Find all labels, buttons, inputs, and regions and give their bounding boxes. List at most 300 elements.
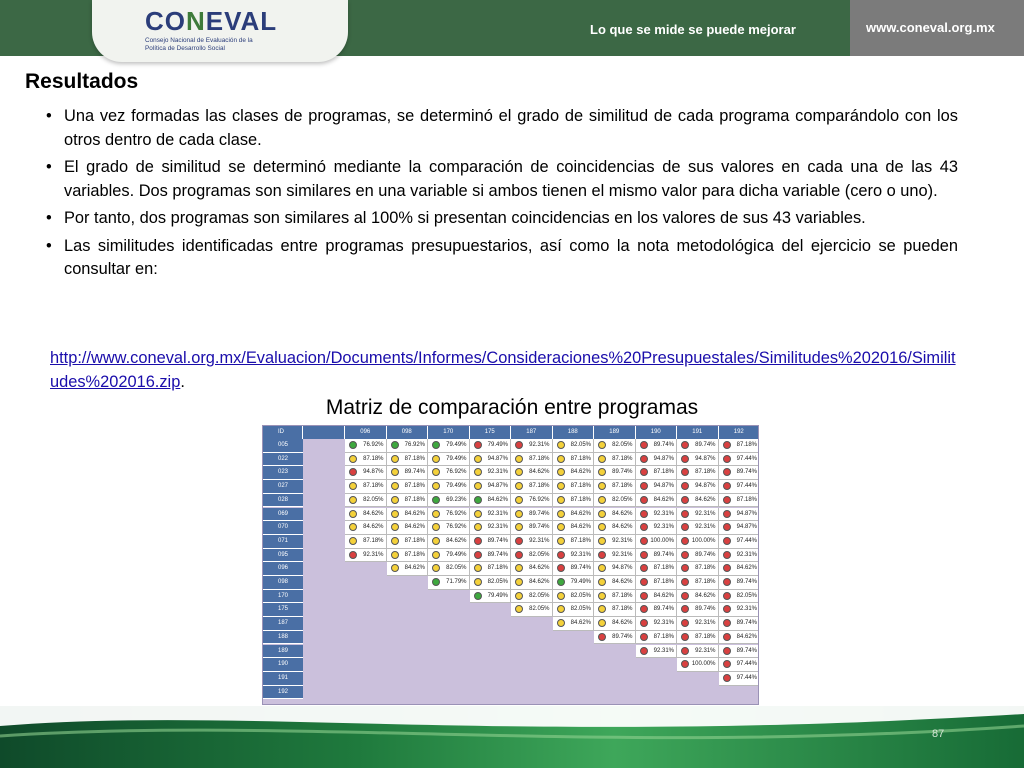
matrix-row-header: 175: [263, 603, 303, 617]
matrix-cell: [719, 466, 760, 480]
matrix-row-header: 187: [263, 617, 303, 631]
status-dot-icon: [432, 510, 440, 518]
matrix-cell: [345, 439, 387, 453]
matrix-cell: [677, 508, 719, 522]
logo-text-c: EVAL: [205, 6, 278, 36]
status-dot-icon: [640, 605, 648, 613]
status-dot-icon: [640, 482, 648, 490]
matrix-cell-value: 84.62%: [695, 592, 716, 599]
matrix-cell-value: 87.18%: [612, 606, 633, 613]
status-dot-icon: [723, 468, 731, 476]
status-dot-icon: [598, 605, 606, 613]
status-dot-icon: [474, 496, 482, 504]
status-dot-icon: [474, 592, 482, 600]
matrix-cell-value: 87.18%: [363, 455, 384, 462]
status-dot-icon: [349, 523, 357, 531]
matrix-cell-value: 94.87%: [695, 455, 716, 462]
matrix-cell-value: 76.92%: [446, 469, 467, 476]
status-dot-icon: [515, 482, 523, 490]
matrix-cell: [594, 562, 636, 576]
matrix-cell-value: 92.31%: [487, 469, 508, 476]
tagline: Lo que se mide se puede mejorar: [590, 22, 796, 37]
matrix-row-header: 005: [263, 439, 303, 453]
matrix-cell-value: 82.05%: [487, 579, 508, 585]
matrix-cell: [428, 508, 470, 522]
matrix-cell: [511, 508, 553, 522]
matrix-cell: [594, 466, 636, 480]
matrix-cell-value: 82.05%: [736, 592, 757, 599]
section-title: Resultados: [25, 70, 139, 93]
matrix-cell-value: 87.18%: [404, 483, 425, 490]
matrix-cell: [636, 466, 678, 480]
matrix-cell: [636, 521, 678, 535]
matrix-cell: [636, 494, 678, 508]
matrix-cell: [553, 480, 595, 494]
matrix-cell: [636, 617, 678, 631]
matrix-cell-value: 87.18%: [404, 496, 425, 503]
matrix-cell: [719, 439, 760, 453]
matrix-cell-value: 92.31%: [653, 620, 674, 627]
matrix-cell: [511, 453, 553, 467]
link-suffix: .: [180, 373, 185, 391]
matrix-cell: [387, 494, 429, 508]
status-dot-icon: [723, 605, 731, 613]
matrix-cell-value: 84.62%: [529, 565, 550, 572]
matrix-cell: [553, 603, 595, 617]
status-dot-icon: [723, 523, 731, 531]
matrix-cell: [345, 480, 387, 494]
matrix-cell-value: 84.62%: [695, 496, 716, 503]
matrix-cell-value: 89.74%: [612, 469, 633, 476]
matrix-row-header: 095: [263, 549, 303, 563]
matrix-cell: [345, 508, 387, 522]
status-dot-icon: [723, 592, 731, 600]
matrix-cell-value: 87.18%: [570, 455, 591, 462]
matrix-cell: [511, 549, 553, 563]
status-dot-icon: [723, 496, 731, 504]
matrix-cell: [636, 590, 678, 604]
matrix-cell: [594, 603, 636, 617]
matrix-cell: [677, 466, 719, 480]
status-dot-icon: [681, 455, 689, 463]
status-dot-icon: [515, 441, 523, 449]
status-dot-icon: [723, 619, 731, 627]
status-dot-icon: [432, 523, 440, 531]
status-dot-icon: [598, 510, 606, 518]
matrix-cell: [594, 494, 636, 508]
status-dot-icon: [598, 619, 606, 627]
status-dot-icon: [391, 551, 399, 559]
matrix-cell: [636, 631, 678, 645]
status-dot-icon: [598, 496, 606, 504]
matrix-cell-value: 87.18%: [612, 455, 633, 462]
status-dot-icon: [723, 564, 731, 572]
matrix-cell-value: 89.74%: [404, 469, 425, 476]
status-dot-icon: [681, 647, 689, 655]
status-dot-icon: [391, 482, 399, 490]
matrix-cell-value: 97.44%: [736, 483, 757, 490]
similitudes-link[interactable]: http://www.coneval.org.mx/Evaluacion/Documents/Informes/Consideraciones%20Presupuestales/Similitudes%202016/Similitudes%202016.zip: [50, 349, 956, 391]
matrix-cell-value: 84.62%: [570, 524, 591, 531]
status-dot-icon: [557, 468, 565, 476]
matrix-cell: [511, 521, 553, 535]
status-dot-icon: [598, 564, 606, 572]
status-dot-icon: [349, 551, 357, 559]
status-dot-icon: [681, 468, 689, 476]
matrix-header-blank: [303, 426, 345, 439]
status-dot-icon: [557, 578, 565, 586]
matrix-cell: [636, 576, 678, 590]
matrix-cell-value: 92.31%: [612, 537, 633, 544]
website-label: www.coneval.org.mx: [866, 20, 995, 35]
matrix-cell: [470, 521, 512, 535]
status-dot-icon: [640, 468, 648, 476]
matrix-cell: [428, 535, 470, 549]
matrix-row-header: 096: [263, 562, 303, 576]
matrix-cell: [594, 631, 636, 645]
matrix-cell-value: 87.18%: [653, 469, 674, 476]
matrix-cell: [719, 480, 760, 494]
matrix-row-header: 170: [263, 590, 303, 604]
matrix-cell-value: 79.49%: [446, 455, 467, 462]
status-dot-icon: [681, 592, 689, 600]
matrix-cell: [387, 535, 429, 549]
status-dot-icon: [515, 578, 523, 586]
status-dot-icon: [681, 633, 689, 641]
matrix-cell: [677, 576, 719, 590]
matrix-column-header: 098: [387, 426, 429, 439]
matrix-cell-value: 84.62%: [363, 524, 384, 531]
matrix-cell-value: 89.74%: [653, 606, 674, 613]
status-dot-icon: [723, 647, 731, 655]
matrix-cell-value: 89.74%: [695, 442, 716, 448]
matrix-cell: [428, 576, 470, 590]
bullet-item: • Por tanto, dos programas son similares al 100% si presentan coincidencias en los valores de sus 43 variables.: [46, 207, 958, 231]
matrix-cell-value: 79.49%: [446, 442, 467, 448]
status-dot-icon: [557, 551, 565, 559]
matrix-cell-value: 87.18%: [570, 496, 591, 503]
matrix-cell-value: 82.05%: [570, 606, 591, 613]
status-dot-icon: [391, 496, 399, 504]
matrix-cell: [470, 480, 512, 494]
status-dot-icon: [515, 605, 523, 613]
status-dot-icon: [515, 551, 523, 559]
status-dot-icon: [640, 619, 648, 627]
matrix-cell-value: 87.18%: [653, 579, 674, 585]
matrix-cell: [553, 466, 595, 480]
matrix-cell: [594, 439, 636, 453]
matrix-cell-value: 87.18%: [529, 483, 550, 490]
status-dot-icon: [681, 496, 689, 504]
matrix-cell-value: 92.31%: [612, 551, 633, 558]
matrix-cell: [594, 508, 636, 522]
status-dot-icon: [391, 564, 399, 572]
status-dot-icon: [681, 510, 689, 518]
matrix-cell: [387, 521, 429, 535]
status-dot-icon: [474, 578, 482, 586]
matrix-cell-value: 87.18%: [570, 483, 591, 490]
matrix-cell-value: 94.87%: [653, 455, 674, 462]
matrix-cell-value: 92.31%: [363, 551, 384, 558]
matrix-cell: [719, 453, 760, 467]
matrix-cell-value: 87.18%: [612, 592, 633, 599]
matrix-cell-value: 87.18%: [736, 442, 757, 448]
status-dot-icon: [349, 482, 357, 490]
matrix-cell-value: 84.62%: [570, 469, 591, 476]
matrix-cell: [387, 508, 429, 522]
status-dot-icon: [474, 441, 482, 449]
matrix-cell-value: 82.05%: [612, 442, 633, 448]
matrix-cell: [719, 494, 760, 508]
status-dot-icon: [432, 578, 440, 586]
matrix-cell: [470, 535, 512, 549]
link-paragraph: [50, 346, 958, 394]
matrix-cell: [719, 562, 760, 576]
matrix-cell: [677, 453, 719, 467]
matrix-cell: [719, 521, 760, 535]
matrix-cell-value: 84.62%: [653, 592, 674, 599]
matrix-cell: [677, 617, 719, 631]
matrix-cell-value: 92.31%: [736, 551, 757, 558]
matrix-cell-value: 82.05%: [529, 592, 550, 599]
status-dot-icon: [432, 455, 440, 463]
matrix-cell: [345, 466, 387, 480]
matrix-cell: [677, 562, 719, 576]
matrix-cell: [553, 535, 595, 549]
matrix-cell-value: 87.18%: [612, 483, 633, 490]
status-dot-icon: [681, 523, 689, 531]
matrix-cell: [719, 549, 760, 563]
matrix-row-header: 023: [263, 466, 303, 480]
matrix-cell: [511, 480, 553, 494]
status-dot-icon: [557, 592, 565, 600]
status-dot-icon: [474, 564, 482, 572]
matrix-cell: [677, 549, 719, 563]
matrix-cell: [428, 562, 470, 576]
matrix-cell-value: 94.87%: [363, 469, 384, 476]
matrix-cell-value: 79.49%: [446, 551, 467, 558]
matrix-cell-value: 82.05%: [363, 496, 384, 503]
matrix-cell-value: 92.31%: [653, 524, 674, 531]
matrix-cell: [636, 603, 678, 617]
status-dot-icon: [474, 455, 482, 463]
matrix-cell-value: 89.74%: [570, 565, 591, 572]
status-dot-icon: [349, 510, 357, 518]
status-dot-icon: [640, 592, 648, 600]
matrix-cell: [470, 494, 512, 508]
status-dot-icon: [557, 455, 565, 463]
status-dot-icon: [515, 564, 523, 572]
matrix-cell-value: 84.62%: [446, 537, 467, 544]
logo-text-b: N: [186, 6, 206, 36]
status-dot-icon: [515, 468, 523, 476]
matrix-cell-value: 89.74%: [695, 606, 716, 613]
status-dot-icon: [432, 551, 440, 559]
status-dot-icon: [640, 578, 648, 586]
matrix-cell-value: 76.92%: [446, 524, 467, 531]
status-dot-icon: [349, 468, 357, 476]
matrix-cell-value: 97.44%: [736, 455, 757, 462]
matrix-cell: [345, 521, 387, 535]
status-dot-icon: [349, 537, 357, 545]
status-dot-icon: [640, 496, 648, 504]
matrix-row-header: 022: [263, 453, 303, 467]
status-dot-icon: [557, 510, 565, 518]
status-dot-icon: [515, 537, 523, 545]
matrix-row-header: 191: [263, 672, 303, 686]
matrix-cell: [553, 521, 595, 535]
matrix-cell: [677, 494, 719, 508]
status-dot-icon: [557, 482, 565, 490]
matrix-cell-value: 84.62%: [404, 565, 425, 572]
status-dot-icon: [640, 551, 648, 559]
matrix-cell-value: 89.74%: [653, 551, 674, 558]
matrix-cell: [677, 590, 719, 604]
status-dot-icon: [723, 674, 731, 682]
matrix-cell-value: 84.62%: [570, 620, 591, 627]
status-dot-icon: [723, 660, 731, 668]
matrix-cell: [470, 549, 512, 563]
status-dot-icon: [432, 564, 440, 572]
matrix-cell: [594, 549, 636, 563]
matrix-cell-value: 82.05%: [446, 565, 467, 572]
status-dot-icon: [640, 455, 648, 463]
matrix-cell-value: 87.18%: [695, 565, 716, 572]
status-dot-icon: [391, 510, 399, 518]
matrix-cell-value: 94.87%: [695, 483, 716, 490]
matrix-cell-value: 89.74%: [736, 647, 757, 654]
matrix-row-header: 098: [263, 576, 303, 590]
status-dot-icon: [391, 468, 399, 476]
status-dot-icon: [349, 441, 357, 449]
status-dot-icon: [723, 551, 731, 559]
matrix-cell: [511, 562, 553, 576]
status-dot-icon: [681, 537, 689, 545]
matrix-cell-value: 84.62%: [653, 496, 674, 503]
matrix-column-header: 175: [470, 426, 512, 439]
matrix-cell-value: 84.62%: [570, 510, 591, 517]
matrix-cell-value: 69.23%: [446, 496, 467, 503]
matrix-cell: [553, 453, 595, 467]
matrix-cell-value: 94.87%: [736, 524, 757, 531]
matrix-cell-value: 97.44%: [736, 537, 757, 544]
matrix-cell-value: 92.31%: [529, 537, 550, 544]
matrix-cell-value: 87.18%: [529, 455, 550, 462]
matrix-cell: [636, 645, 678, 659]
matrix-cell-value: 89.74%: [695, 551, 716, 558]
matrix-cell: [636, 549, 678, 563]
matrix-cell: [470, 453, 512, 467]
matrix-cell-value: 87.18%: [736, 496, 757, 503]
matrix-cell: [594, 535, 636, 549]
matrix-cell-value: 84.62%: [612, 579, 633, 585]
matrix-cell-value: 87.18%: [570, 537, 591, 544]
matrix-cell: [636, 562, 678, 576]
matrix-cell: [428, 521, 470, 535]
matrix-cell-value: 89.74%: [736, 469, 757, 476]
matrix-corner-label: ID: [263, 426, 303, 439]
matrix-cell-value: 84.62%: [404, 510, 425, 517]
matrix-cell: [677, 439, 719, 453]
status-dot-icon: [681, 660, 689, 668]
status-dot-icon: [598, 468, 606, 476]
matrix-cell-value: 82.05%: [529, 551, 550, 558]
matrix-cell-value: 87.18%: [695, 633, 716, 640]
matrix-row-header: 190: [263, 658, 303, 672]
status-dot-icon: [432, 441, 440, 449]
matrix-cell-value: 100.00%: [691, 661, 716, 668]
matrix-cell: [594, 576, 636, 590]
matrix-cell-value: 84.62%: [363, 510, 384, 517]
matrix-row-header: 070: [263, 521, 303, 535]
matrix-cell-value: 92.31%: [695, 620, 716, 627]
matrix-cell: [511, 466, 553, 480]
footer-swoosh: [0, 706, 1024, 768]
matrix-cell-value: 87.18%: [653, 633, 674, 640]
matrix-column-header: 096: [345, 426, 387, 439]
matrix-cell: [636, 508, 678, 522]
status-dot-icon: [640, 537, 648, 545]
status-dot-icon: [598, 633, 606, 641]
matrix-cell: [387, 466, 429, 480]
bullet-item: • Las similitudes identificadas entre programas presupuestarios, así como la nota metodológica del ejercicio se pueden consultar en:: [46, 235, 958, 282]
status-dot-icon: [598, 578, 606, 586]
status-dot-icon: [515, 510, 523, 518]
matrix-row-header: 188: [263, 631, 303, 645]
status-dot-icon: [432, 482, 440, 490]
matrix-cell: [719, 645, 760, 659]
matrix-cell: [677, 521, 719, 535]
matrix-cell-value: 94.87%: [612, 565, 633, 572]
matrix-cell-value: 89.74%: [736, 579, 757, 585]
matrix-row-header: 027: [263, 480, 303, 494]
status-dot-icon: [515, 592, 523, 600]
status-dot-icon: [598, 455, 606, 463]
matrix-cell: [511, 576, 553, 590]
coneval-logo[interactable]: [145, 6, 277, 37]
matrix-cell-value: 82.05%: [570, 592, 591, 599]
status-dot-icon: [723, 510, 731, 518]
status-dot-icon: [515, 496, 523, 504]
matrix-cell: [553, 549, 595, 563]
comparison-matrix: [262, 425, 759, 705]
matrix-cell: [719, 508, 760, 522]
matrix-cell: [511, 535, 553, 549]
matrix-cell-value: 71.79%: [446, 579, 467, 585]
matrix-cell: [428, 480, 470, 494]
matrix-cell-value: 87.18%: [653, 565, 674, 572]
matrix-row-header: 189: [263, 645, 303, 659]
matrix-cell-value: 84.62%: [612, 524, 633, 531]
matrix-cell: [470, 562, 512, 576]
matrix-cell: [470, 590, 512, 604]
matrix-cell: [677, 480, 719, 494]
status-dot-icon: [557, 564, 565, 572]
status-dot-icon: [432, 468, 440, 476]
matrix-cell: [553, 508, 595, 522]
matrix-cell: [677, 535, 719, 549]
status-dot-icon: [391, 523, 399, 531]
status-dot-icon: [640, 647, 648, 655]
status-dot-icon: [681, 605, 689, 613]
status-dot-icon: [432, 496, 440, 504]
status-dot-icon: [640, 441, 648, 449]
status-dot-icon: [681, 482, 689, 490]
matrix-cell: [511, 590, 553, 604]
matrix-cell-value: 84.62%: [529, 579, 550, 585]
matrix-cell-value: 92.31%: [487, 510, 508, 517]
matrix-cell-value: 79.49%: [487, 442, 508, 448]
